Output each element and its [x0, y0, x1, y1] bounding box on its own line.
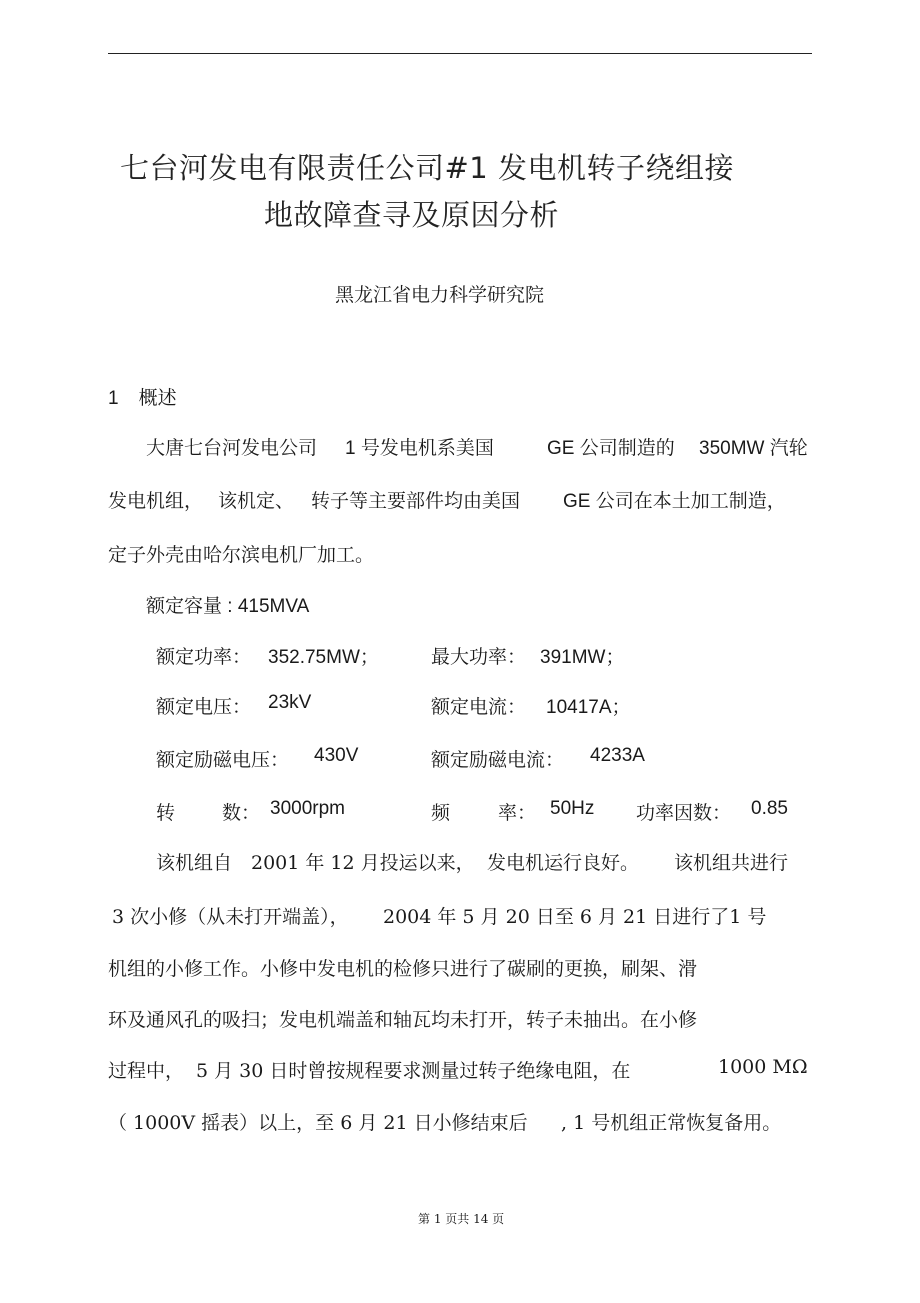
para1-line-3: 定子外壳由哈尔滨电机厂加工。	[108, 544, 375, 566]
title-line-2: 地故障查寻及原因分析	[264, 198, 560, 232]
spec-label: 额定电压：	[156, 696, 252, 718]
para1-line-2	[0, 486, 920, 512]
spec-value: 391MW；	[540, 647, 625, 668]
text-segment: 过程中，	[108, 1060, 185, 1082]
spec-label: 额定电流：	[431, 696, 527, 718]
spec-label: 最大功率：	[431, 646, 527, 668]
spec-value: 0.85	[751, 798, 788, 819]
header-rule	[108, 53, 812, 54]
para2-line-5	[0, 1056, 920, 1082]
spec-value: 10417A；	[546, 697, 631, 718]
text-segment: 1 号发电机系美国	[345, 438, 494, 459]
spec-capacity: 额定容量 : 415MVA	[146, 596, 310, 617]
text-segment: 大唐七台河发电公司	[146, 437, 318, 459]
page-footer: 第 1 页共 14 页	[418, 1212, 505, 1226]
spec-value: 23kV	[268, 692, 312, 713]
text-segment: 该机定、	[218, 490, 295, 512]
section-title: 概述	[138, 387, 177, 409]
spec-row-excitation	[0, 745, 920, 771]
spec-row-voltage	[0, 692, 920, 718]
spec-label: 功率因数：	[636, 802, 732, 824]
para2-line-4: 环及通风孔的吸扫；发电机端盖和轴瓦均未打开，转子未抽出。在小修	[108, 1009, 698, 1031]
spec-value: 3000rpm	[270, 798, 345, 819]
text-segment: 2004 年 5 月 20 日至 6 月 21 日进行了1 号	[383, 906, 767, 928]
text-segment: 5 月 30 日时曾按规程要求测量过转子绝缘电阻，在	[196, 1060, 631, 1082]
spec-label: 数：	[222, 802, 261, 824]
text-segment: 350MW 汽轮	[699, 438, 808, 459]
text-segment: 1000 MΩ	[718, 1056, 808, 1078]
spec-value: 4233A	[590, 745, 645, 766]
text-segment: 转子等主要部件均由美国	[311, 490, 521, 512]
spec-label: 额定励磁电流：	[431, 749, 565, 771]
text-segment: （ 1000V 摇表）以上，至 6 月 21 日小修结束后	[108, 1112, 528, 1134]
text-segment: 发电机组，	[108, 490, 204, 512]
para1-line-1	[0, 433, 920, 459]
text-segment: 3 次小修（从未打开端盖），	[112, 906, 349, 928]
spec-value: 352.75MW；	[268, 647, 379, 668]
spec-row-speed	[0, 798, 920, 824]
text-segment: GE 公司在本土加工制造，	[563, 491, 786, 512]
spec-value: 430V	[314, 745, 359, 766]
text-segment: 2001 年 12 月投运以来，	[251, 852, 475, 874]
para2-line-2	[0, 902, 920, 928]
spec-label: 额定功率：	[156, 646, 252, 668]
text-segment: 该机组自	[156, 852, 233, 874]
text-segment: 发电机运行良好。	[487, 852, 640, 874]
section-number: 1	[108, 388, 119, 409]
spec-value: 50Hz	[550, 798, 595, 819]
section-heading	[108, 383, 177, 410]
para2-line-3: 机组的小修工作。小修中发电机的检修只进行了碳刷的更换，刷架、滑	[108, 958, 698, 980]
spec-row-power	[0, 642, 920, 668]
text-segment: , 1 号机组正常恢复备用。	[561, 1112, 782, 1134]
spec-label: 转	[156, 802, 176, 824]
title-line-1: 七台河发电有限责任公司#1 发电机转子绕组接	[120, 151, 734, 185]
para2-line-1	[0, 848, 920, 874]
text-segment: 该机组共进行	[674, 852, 789, 874]
spec-label: 率：	[498, 802, 537, 824]
para2-line-6	[0, 1108, 920, 1134]
spec-label: 额定励磁电压：	[156, 749, 290, 771]
text-segment: GE 公司制造的	[547, 438, 675, 459]
author-affiliation: 黑龙江省电力科学研究院	[335, 284, 545, 306]
spec-label: 频	[431, 802, 451, 824]
